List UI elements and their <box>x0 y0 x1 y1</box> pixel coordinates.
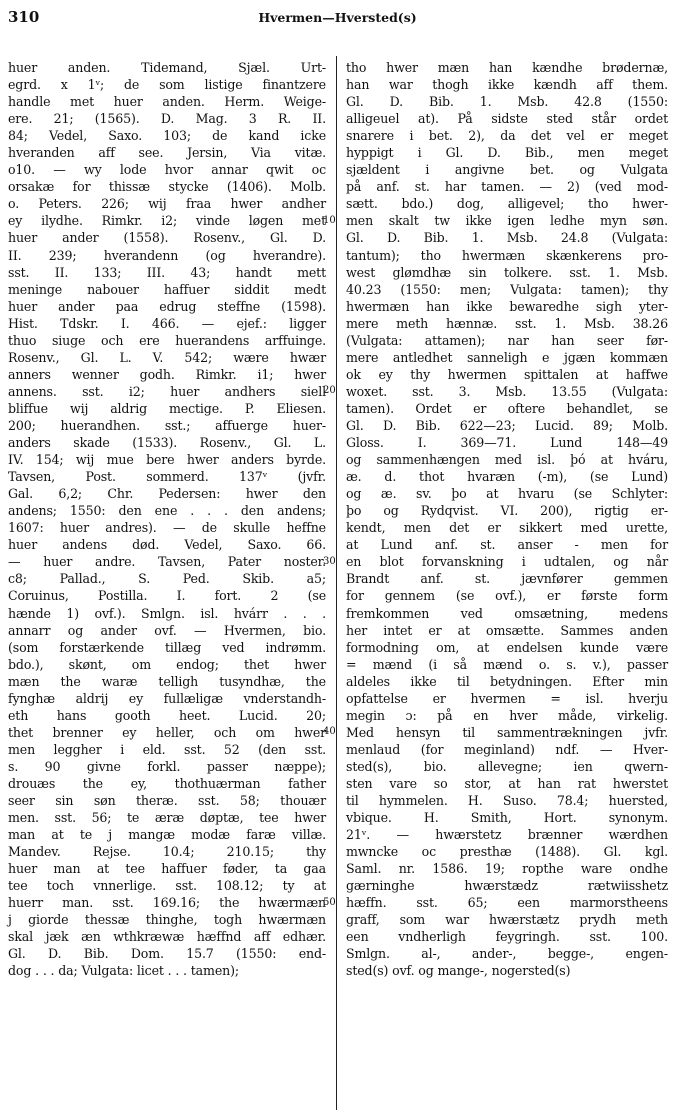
text-line: drouæs the ey, thothuærman father <box>8 775 326 791</box>
text-line: handle met huer anden. Herm. Weige- <box>8 94 326 110</box>
text-line: sten vare so stor, at han rat hwerstet <box>346 775 668 791</box>
text-line: Tavsen, Post. sommerd. 137ᵛ (jvfr. <box>8 469 326 485</box>
text-line: meninge nabouer haffuer siddit medt <box>8 281 326 297</box>
text-line: fremkommen ved omsætning, medens <box>346 605 668 621</box>
text-line: alligeuel at). På sidste sted står ordet <box>346 111 668 127</box>
text-line: huer ander (1558). Rosenv., Gl. D. <box>8 230 326 246</box>
text-line: vbique. H. Smith, Hort. synonym. <box>346 810 668 826</box>
text-line: woxet. sst. 3. Msb. 13.55 (Vulgata: <box>346 383 668 399</box>
text-line: west glømdhæ sin tolkere. sst. 1. Msb. <box>346 264 668 280</box>
text-line: graff, som war hwærstætz prydh meth <box>346 912 668 928</box>
text-line: huerr man. sst. 169.16; the hwærmæn <box>8 895 326 911</box>
text-line: huer anden. Tidemand, Sjæl. Urt- <box>8 60 326 75</box>
text-line: sted(s), bio. allevegne; ien qwern- <box>346 758 668 774</box>
text-line: en blot forvanskning i udtalen, og når <box>346 554 668 570</box>
text-line: ere. 21; (1565). D. Mag. 3 R. II. <box>8 111 326 127</box>
margin-line-number: 40 <box>323 726 336 738</box>
text-line: anders skade (1533). Rosenv., Gl. L. <box>8 435 326 451</box>
text-line: c8; Pallad., S. Ped. Skib. a5; <box>8 571 326 587</box>
text-line: o. Peters. 226; wij fraa hwer andher <box>8 196 326 212</box>
text-line: man at te j mangæ modæ faræ villæ. <box>8 827 326 843</box>
text-line: o10. — wy lode hvor annar qwit oc <box>8 162 326 178</box>
page-number: 310 <box>8 8 40 26</box>
text-line: til hymmelen. H. Suso. 78.4; huersted, <box>346 793 668 809</box>
text-line: 84; Vedel, Saxo. 103; de kand icke <box>8 128 326 144</box>
text-line: hwermæn han ikke bewaredhe sigh yter- <box>346 298 668 314</box>
text-line: Coruinus, Postilla. I. fort. 2 (se <box>8 588 326 604</box>
text-line: bdo.), skønt, om endog; thet hwer <box>8 656 326 672</box>
text-line: han war thogh ikke kændh aff them. <box>346 77 668 93</box>
text-line: tee toch vnnerlige. sst. 108.12; ty at <box>8 878 326 894</box>
text-line: for gennem (se ovf.), er første form <box>346 588 668 604</box>
text-line: og æ. sv. þo at hvaru (se Schlyter: <box>346 486 668 502</box>
text-line: thet brenner ey heller, och om hwer <box>8 724 326 740</box>
text-line: tantum); tho hwermæn skænkerens pro- <box>346 247 668 263</box>
text-line: = mænd (i så mænd o. s. v.), passer <box>346 656 668 672</box>
text-line: 40.23 (1550: men; Vulgata: tamen); thy <box>346 281 668 297</box>
text-line: mere meth hænnæ. sst. 1. Msb. 38.26 <box>346 315 668 331</box>
text-line: Gl. D. Bib. Dom. 15.7 (1550: end- <box>8 946 326 962</box>
running-head: Hvermen—Hversted(s) <box>258 10 417 25</box>
left-column <box>8 59 326 980</box>
text-line: (Vulgata: attamen); nar han seer før- <box>346 332 668 348</box>
text-line: thuo siuge och ere huerandens arffuinge. <box>8 332 326 348</box>
text-line: aldeles ikke til betydningen. Efter min <box>346 673 668 689</box>
text-line: huer andens død. Vedel, Saxo. 66. <box>8 537 326 553</box>
text-line: Gl. D. Bib. 1. Msb. 42.8 (1550: <box>346 94 668 110</box>
margin-line-number: 20 <box>323 385 336 397</box>
text-line: Rosenv., Gl. L. V. 542; wære hwær <box>8 349 326 365</box>
text-line: her intet er at omsætte. Sammes anden <box>346 622 668 638</box>
text-line: II. 239; hverandenn (og hverandre). <box>8 247 326 263</box>
text-line: Smlgn. al-, ander-, begge-, engen- <box>346 946 668 962</box>
text-line: hveranden aff see. Jersin, Via vitæ. <box>8 145 326 161</box>
text-line: sjældent i angivne bet. og Vulgata <box>346 162 668 178</box>
text-line: formodning om, at endelsen kunde være <box>346 639 668 655</box>
text-line: Mandev. Rejse. 10.4; 210.15; thy <box>8 844 326 860</box>
text-line: 21ᵛ. — hwærstetz brænner wærdhen <box>346 827 668 843</box>
text-line: menlaud (for meginland) ndf. — Hver- <box>346 741 668 757</box>
text-line: og sammenhængen med isl. þó at hváru, <box>346 452 668 468</box>
margin-line-number: 10 <box>323 214 336 226</box>
text-line: æ. d. thot hvaræn (-m), (se Lund) <box>346 469 668 485</box>
text-line: ey ilydhe. Rimkr. i2; vinde løgen met <box>8 213 326 229</box>
text-line: hænde 1) ovf.). Smlgn. isl. hvárr . . . <box>8 605 326 621</box>
text-line: een vndherligh feygringh. sst. 100. <box>346 929 668 945</box>
text-line: anners wenner godh. Rimkr. i1; hwer <box>8 366 326 382</box>
margin-line-number: 50 <box>323 896 336 908</box>
text-line: s. 90 givne forkl. passer næppe); <box>8 758 326 774</box>
text-line: hyppigt i Gl. D. Bib., men meget <box>346 145 668 161</box>
text-line: gærninghe hwærstædz rætwiisshetz <box>346 878 668 894</box>
margin-line-number: 30 <box>323 555 336 567</box>
text-line: Gal. 6,2; Chr. Pedersen: hwer den <box>8 486 326 502</box>
text-line: sætt. bdo.) dog, alligevel; tho hwer- <box>346 196 668 212</box>
text-line: hæffn. sst. 65; een marmorstheens <box>346 895 668 911</box>
text-line: huer man at tee haffuer føder, ta gaa <box>8 861 326 877</box>
text-line: men. sst. 56; te æræ døptæ, tee hwer <box>8 810 326 826</box>
text-line: ok ey thy hwermen spittalen at haffwe <box>346 366 668 382</box>
text-line: — huer andre. Tavsen, Pater noster. <box>8 554 326 570</box>
text-line: men leggher i eld. sst. 52 (den sst. <box>8 741 326 757</box>
text-line: Saml. nr. 1586. 19; ropthe ware ondhe <box>346 861 668 877</box>
text-line: bliffue wij aldrig mectige. P. Eliesen. <box>8 400 326 416</box>
text-line: egrd. x 1ᵛ; de som listige finantzere <box>8 77 326 93</box>
text-line: annens. sst. i2; huer andhers siell <box>8 383 326 399</box>
text-line: opfattelse er hvermen = isl. hverju <box>346 690 668 706</box>
page-header <box>0 6 675 30</box>
text-line: eth hans gooth heet. Lucid. 20; <box>8 707 326 723</box>
text-line: megin ɔ: på en hver måde, virkelig. <box>346 707 668 723</box>
text-line: 1607: huer andres). — de skulle heffne <box>8 520 326 536</box>
text-line: seer sin søn theræ. sst. 58; thouær <box>8 793 326 809</box>
text-line: (som forstærkende tillæg ved indrømm. <box>8 639 326 655</box>
text-line: tamen). Ordet er oftere behandlet, se <box>346 400 668 416</box>
text-line: annarr og ander ovf. — Hvermen, bio. <box>8 622 326 638</box>
text-line: orsakæ for thissæ stycke (1406). Molb. <box>8 179 326 195</box>
text-line: Gl. D. Bib. 622—23; Lucid. 89; Molb. <box>346 417 668 433</box>
text-line: mæn the waræ telligh tusyndhæ, the <box>8 673 326 689</box>
text-line: Med hensyn til sammentrækningen jvfr. <box>346 724 668 740</box>
text-line: mwncke oc presthæ (1488). Gl. kgl. <box>346 844 668 860</box>
text-line: dog . . . da; Vulgata: licet . . . tamen); <box>8 963 239 979</box>
text-line: andens; 1550: den ene . . . den andens; <box>8 503 326 519</box>
text-line: huer ander paa edrug steffne (1598). <box>8 298 326 314</box>
right-column <box>346 59 668 980</box>
column-divider <box>336 56 337 1110</box>
text-line: Brandt anf. st. jævnfører gemmen <box>346 571 668 587</box>
text-line: at Lund anf. st. anser - men for <box>346 537 668 553</box>
text-line: Hist. Tdskr. I. 466. — ejef.: ligger <box>8 315 326 331</box>
text-line: IV. 154; wij mue bere hwer anders byrde. <box>8 452 326 468</box>
text-line: mere antledhet sanneligh e jgæn kommæn <box>346 349 668 365</box>
text-line: snarere i bet. 2), da det vel er meget <box>346 128 668 144</box>
text-line: Gloss. I. 369—71. Lund 148—49 <box>346 435 668 451</box>
text-line: kendt, men det er sikkert med urette, <box>346 520 668 536</box>
text-line: tho hwer mæn han kændhe brødernæ, <box>346 60 668 75</box>
text-line: j giorde thessæ thinghe, togh hwærmæn <box>8 912 326 928</box>
text-line: sst. II. 133; III. 43; handt mett <box>8 264 326 280</box>
text-line: på anf. st. har tamen. — 2) (ved mod- <box>346 179 668 195</box>
text-line: 200; huerandhen. sst.; affuerge huer- <box>8 417 326 433</box>
text-line: men skalt tw ikke igen ledhe myn søn. <box>346 213 668 229</box>
text-line: fynghæ aldrij ey fullæligæ vnderstandh- <box>8 690 326 706</box>
text-line: Gl. D. Bib. 1. Msb. 24.8 (Vulgata: <box>346 230 668 246</box>
text-line: sted(s) ovf. og mange-, nogersted(s) <box>346 963 571 979</box>
text-line: skal jæk æn wthkræwæ hæffnd aff edhær. <box>8 929 326 945</box>
text-line: þo og Rydqvist. VI. 200), rigtig er- <box>346 503 668 519</box>
